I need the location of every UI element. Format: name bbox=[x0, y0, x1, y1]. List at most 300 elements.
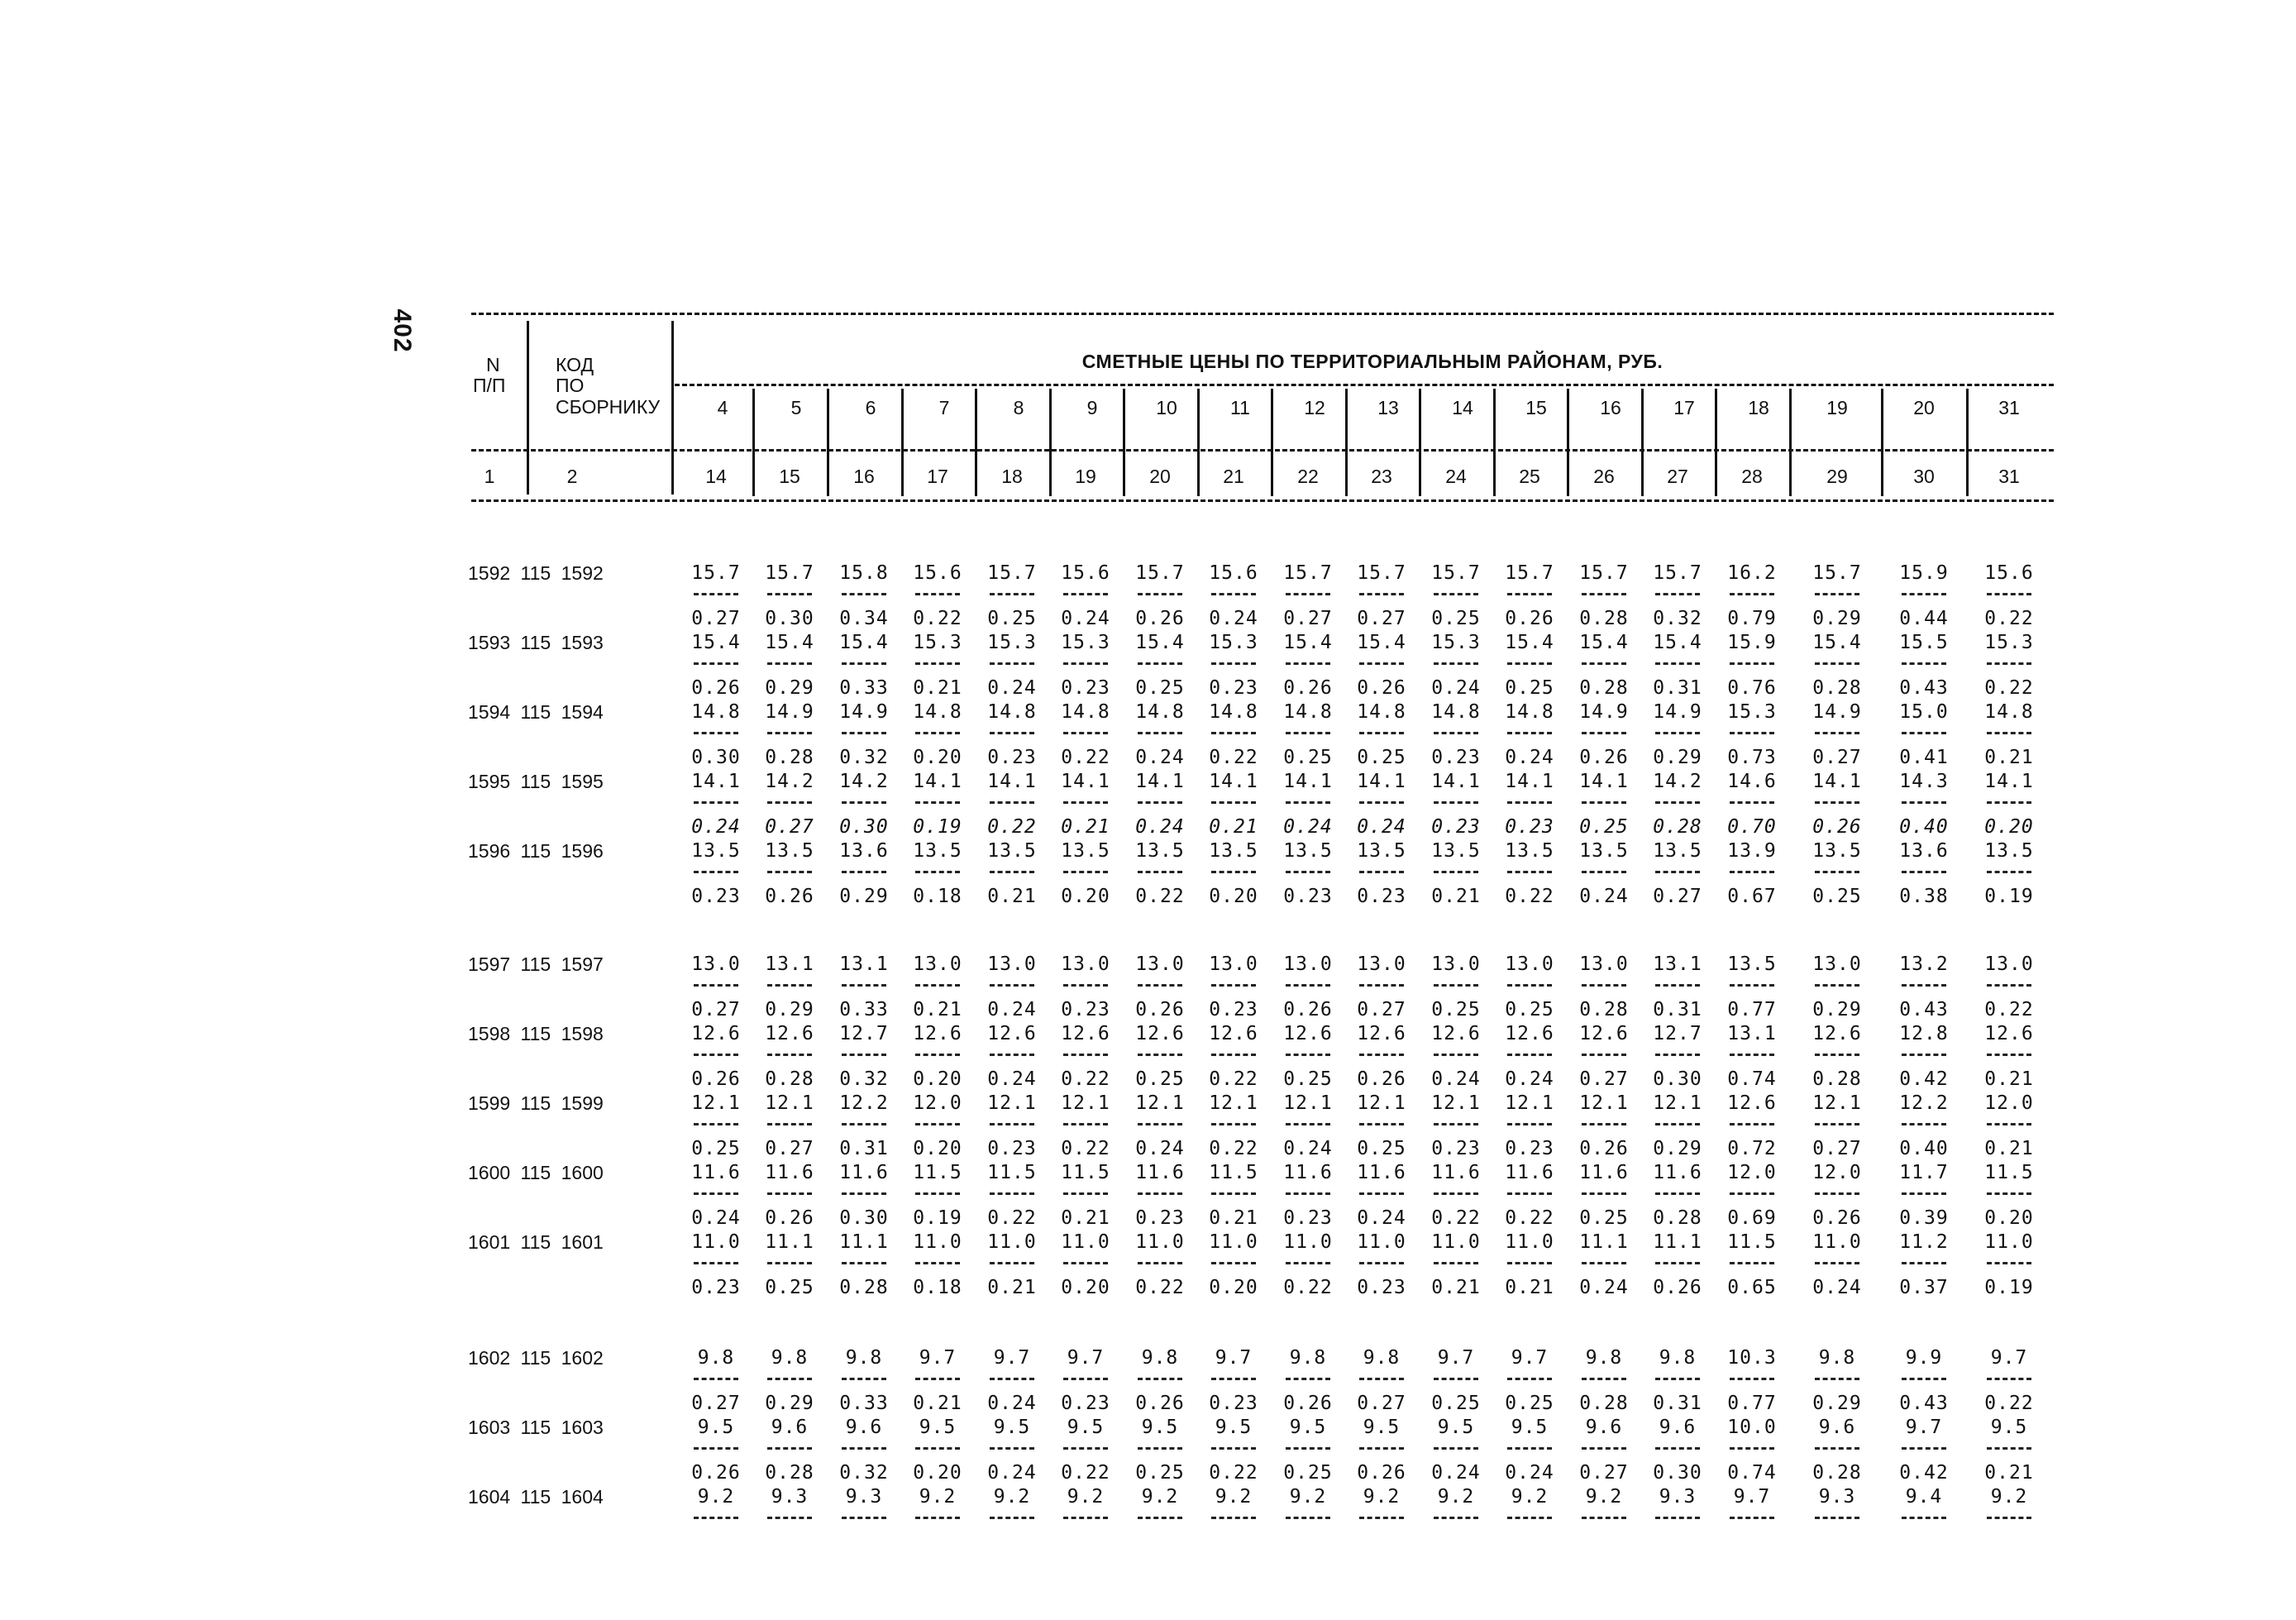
fraction-bar bbox=[842, 1517, 886, 1519]
fraction-bar bbox=[1138, 662, 1182, 665]
fraction-bar bbox=[1507, 593, 1552, 595]
fraction-bar bbox=[842, 1262, 886, 1264]
labor-value: 0.24 bbox=[987, 999, 1037, 1020]
fraction-bar bbox=[1902, 801, 1946, 804]
district-number: 9 bbox=[1086, 397, 1098, 418]
labor-value: 0.18 bbox=[913, 1277, 962, 1298]
fraction-bar bbox=[694, 871, 738, 873]
fraction-bar bbox=[915, 662, 960, 665]
row-code: 1603 115 1603 bbox=[468, 1417, 604, 1438]
labor-value: 0.24 bbox=[1135, 747, 1185, 768]
labor-value: 0.67 bbox=[1727, 886, 1777, 907]
price-value: 15.3 bbox=[1431, 632, 1481, 653]
labor-value: 0.26 bbox=[1283, 999, 1333, 1020]
labor-value: 0.25 bbox=[1135, 1462, 1185, 1484]
fraction-bar bbox=[990, 1054, 1034, 1056]
labor-value: 0.74 bbox=[1727, 1462, 1777, 1484]
price-value: 15.4 bbox=[1283, 632, 1333, 653]
labor-value: 0.24 bbox=[1283, 1138, 1333, 1159]
labor-value: 0.30 bbox=[1653, 1068, 1702, 1090]
labor-value: 0.31 bbox=[839, 1138, 889, 1159]
fraction-bar bbox=[694, 732, 738, 734]
labor-value: 0.23 bbox=[1431, 1138, 1481, 1159]
column-number: 16 bbox=[853, 466, 875, 487]
labor-value: 0.25 bbox=[1579, 1207, 1629, 1229]
price-value: 9.7 bbox=[1511, 1347, 1549, 1369]
labor-value: 0.27 bbox=[765, 1138, 814, 1159]
price-value: 13.0 bbox=[987, 953, 1037, 975]
price-value: 9.3 bbox=[1659, 1486, 1697, 1508]
labor-value: 0.26 bbox=[1135, 999, 1185, 1020]
fraction-bar bbox=[767, 732, 812, 734]
price-value: 11.0 bbox=[913, 1231, 962, 1253]
row-code: 1596 115 1596 bbox=[468, 840, 604, 862]
fraction-bar bbox=[1434, 1517, 1478, 1519]
labor-value: 0.77 bbox=[1727, 1393, 1777, 1414]
price-value: 15.3 bbox=[913, 632, 962, 653]
price-value: 11.2 bbox=[1899, 1231, 1949, 1253]
price-value: 9.7 bbox=[993, 1347, 1031, 1369]
fraction-bar bbox=[1902, 1054, 1946, 1056]
price-value: 9.2 bbox=[1363, 1486, 1401, 1508]
fraction-bar bbox=[1902, 593, 1946, 595]
price-value: 14.1 bbox=[1135, 771, 1185, 792]
col-separator bbox=[671, 321, 674, 495]
price-value: 12.6 bbox=[691, 1023, 741, 1044]
col-number-label: N bbox=[486, 354, 500, 375]
fraction-bar bbox=[1286, 801, 1330, 804]
labor-value: 0.24 bbox=[987, 1068, 1037, 1090]
fraction-bar bbox=[1815, 1517, 1859, 1519]
row-code: 1600 115 1600 bbox=[468, 1162, 604, 1183]
fraction-bar bbox=[1507, 871, 1552, 873]
labor-value: 0.77 bbox=[1727, 999, 1777, 1020]
labor-value: 0.26 bbox=[1579, 1138, 1629, 1159]
labor-value: 0.24 bbox=[1209, 608, 1258, 629]
price-value: 14.1 bbox=[1209, 771, 1258, 792]
labor-value: 0.19 bbox=[913, 1207, 962, 1229]
price-value: 9.5 bbox=[1289, 1417, 1327, 1438]
row-code: 1593 115 1593 bbox=[468, 632, 604, 653]
price-value: 14.1 bbox=[913, 771, 962, 792]
price-value: 15.4 bbox=[765, 632, 814, 653]
column-number: 18 bbox=[1001, 466, 1023, 487]
labor-value: 0.23 bbox=[1505, 816, 1554, 838]
labor-value: 0.27 bbox=[691, 608, 741, 629]
header-bottom-rule bbox=[471, 499, 2054, 502]
fraction-bar bbox=[1211, 984, 1256, 987]
labor-value: 0.27 bbox=[1357, 999, 1406, 1020]
district-number: 18 bbox=[1748, 397, 1769, 418]
price-value: 12.1 bbox=[1579, 1092, 1629, 1114]
fraction-bar bbox=[694, 1123, 738, 1125]
labor-value: 0.21 bbox=[1431, 1277, 1481, 1298]
labor-value: 0.24 bbox=[1505, 747, 1554, 768]
fraction-bar bbox=[842, 662, 886, 665]
row-code: 1604 115 1604 bbox=[468, 1486, 604, 1508]
fraction-bar bbox=[1902, 1447, 1946, 1450]
labor-value: 0.21 bbox=[1984, 1138, 2034, 1159]
price-value: 15.6 bbox=[913, 562, 962, 584]
fraction-bar bbox=[1902, 1192, 1946, 1195]
price-value: 12.6 bbox=[1431, 1023, 1481, 1044]
fraction-bar bbox=[1359, 1378, 1404, 1380]
price-value: 14.8 bbox=[691, 701, 741, 723]
fraction-bar bbox=[915, 732, 960, 734]
price-value: 14.1 bbox=[1984, 771, 2034, 792]
price-value: 9.7 bbox=[1733, 1486, 1771, 1508]
fraction-bar bbox=[1730, 801, 1774, 804]
col-separator bbox=[1345, 389, 1348, 496]
fraction-bar bbox=[1138, 1447, 1182, 1450]
price-value: 15.7 bbox=[1135, 562, 1185, 584]
fraction-bar bbox=[1582, 593, 1626, 595]
fraction-bar bbox=[694, 662, 738, 665]
fraction-bar bbox=[767, 871, 812, 873]
price-value: 11.5 bbox=[1061, 1162, 1110, 1183]
labor-value: 0.79 bbox=[1727, 608, 1777, 629]
fraction-bar bbox=[1434, 1054, 1478, 1056]
row-code: 1599 115 1599 bbox=[468, 1092, 604, 1114]
price-value: 11.0 bbox=[1209, 1231, 1258, 1253]
price-value: 12.1 bbox=[1653, 1092, 1702, 1114]
labor-value: 0.28 bbox=[839, 1277, 889, 1298]
labor-value: 0.22 bbox=[1061, 1462, 1110, 1484]
fraction-bar bbox=[1138, 593, 1182, 595]
fraction-bar bbox=[1987, 593, 2031, 595]
labor-value: 0.76 bbox=[1727, 677, 1777, 699]
labor-value: 0.23 bbox=[1283, 1207, 1333, 1229]
price-value: 13.5 bbox=[1431, 840, 1481, 862]
district-number: 5 bbox=[790, 397, 802, 418]
labor-value: 0.25 bbox=[1505, 677, 1554, 699]
labor-value: 0.40 bbox=[1899, 1138, 1949, 1159]
fraction-bar bbox=[915, 1123, 960, 1125]
labor-value: 0.27 bbox=[691, 999, 741, 1020]
fraction-bar bbox=[915, 871, 960, 873]
labor-value: 0.39 bbox=[1899, 1207, 1949, 1229]
labor-value: 0.22 bbox=[1984, 677, 2034, 699]
column-number: 31 bbox=[1998, 466, 2020, 487]
fraction-bar bbox=[1815, 1447, 1859, 1450]
price-value: 9.2 bbox=[1990, 1486, 2028, 1508]
price-value: 13.1 bbox=[1653, 953, 1702, 975]
price-value: 15.7 bbox=[1505, 562, 1554, 584]
price-value: 15.4 bbox=[1135, 632, 1185, 653]
fraction-bar bbox=[1815, 801, 1859, 804]
labor-value: 0.27 bbox=[1653, 886, 1702, 907]
fraction-bar bbox=[694, 1517, 738, 1519]
row-code: 1598 115 1598 bbox=[468, 1023, 604, 1044]
labor-value: 0.24 bbox=[691, 816, 741, 838]
labor-value: 0.22 bbox=[1431, 1207, 1481, 1229]
price-value: 15.9 bbox=[1899, 562, 1949, 584]
fraction-bar bbox=[1987, 1447, 2031, 1450]
labor-value: 0.23 bbox=[987, 747, 1037, 768]
labor-value: 0.25 bbox=[1135, 677, 1185, 699]
price-value: 11.1 bbox=[765, 1231, 814, 1253]
price-value: 9.6 bbox=[1585, 1417, 1623, 1438]
fraction-bar bbox=[767, 801, 812, 804]
fraction-bar bbox=[1730, 1378, 1774, 1380]
price-value: 9.7 bbox=[1437, 1347, 1475, 1369]
labor-value: 0.32 bbox=[839, 747, 889, 768]
column-number: 19 bbox=[1075, 466, 1096, 487]
price-value: 12.0 bbox=[1984, 1092, 2034, 1114]
district-number: 17 bbox=[1673, 397, 1695, 418]
price-value: 9.2 bbox=[1289, 1486, 1327, 1508]
fraction-bar bbox=[1286, 1262, 1330, 1264]
column-number: 20 bbox=[1149, 466, 1171, 487]
price-value: 12.1 bbox=[1283, 1092, 1333, 1114]
price-value: 12.6 bbox=[1727, 1092, 1777, 1114]
labor-value: 0.70 bbox=[1727, 816, 1777, 838]
labor-value: 0.24 bbox=[691, 1207, 741, 1229]
price-value: 9.2 bbox=[1141, 1486, 1179, 1508]
labor-value: 0.22 bbox=[1505, 886, 1554, 907]
fraction-bar bbox=[1730, 1517, 1774, 1519]
price-value: 15.6 bbox=[1209, 562, 1258, 584]
price-value: 11.0 bbox=[1357, 1231, 1406, 1253]
fraction-bar bbox=[1902, 984, 1946, 987]
fraction-bar bbox=[915, 801, 960, 804]
fraction-bar bbox=[1655, 593, 1700, 595]
labor-value: 0.22 bbox=[1209, 1068, 1258, 1090]
price-value: 12.6 bbox=[1812, 1023, 1862, 1044]
price-value: 11.5 bbox=[1209, 1162, 1258, 1183]
fraction-bar bbox=[1902, 1262, 1946, 1264]
labor-value: 0.26 bbox=[1579, 747, 1629, 768]
row-code: 1602 115 1602 bbox=[468, 1347, 604, 1369]
fraction-bar bbox=[1582, 984, 1626, 987]
price-value: 9.5 bbox=[993, 1417, 1031, 1438]
labor-value: 0.24 bbox=[1431, 677, 1481, 699]
labor-value: 0.30 bbox=[839, 816, 889, 838]
fraction-bar bbox=[1138, 1378, 1182, 1380]
labor-value: 0.25 bbox=[1283, 747, 1333, 768]
fraction-bar bbox=[1507, 1123, 1552, 1125]
price-value: 11.0 bbox=[1135, 1231, 1185, 1253]
labor-value: 0.33 bbox=[839, 677, 889, 699]
price-value: 12.1 bbox=[1061, 1092, 1110, 1114]
fraction-bar bbox=[1434, 662, 1478, 665]
fraction-bar bbox=[1286, 732, 1330, 734]
district-number: 11 bbox=[1230, 397, 1250, 418]
fraction-bar bbox=[1655, 1517, 1700, 1519]
price-value: 15.0 bbox=[1899, 701, 1949, 723]
labor-value: 0.26 bbox=[1135, 608, 1185, 629]
price-value: 13.5 bbox=[1135, 840, 1185, 862]
price-value: 13.5 bbox=[1209, 840, 1258, 862]
labor-value: 0.42 bbox=[1899, 1462, 1949, 1484]
labor-value: 0.27 bbox=[1357, 1393, 1406, 1414]
labor-value: 0.29 bbox=[1812, 1393, 1862, 1414]
fraction-bar bbox=[694, 1054, 738, 1056]
price-value: 12.1 bbox=[1505, 1092, 1554, 1114]
labor-value: 0.30 bbox=[691, 747, 741, 768]
col-separator bbox=[1197, 389, 1200, 496]
fraction-bar bbox=[842, 1447, 886, 1450]
fraction-bar bbox=[1582, 1378, 1626, 1380]
fraction-bar bbox=[1063, 1517, 1108, 1519]
labor-value: 0.30 bbox=[1653, 1462, 1702, 1484]
fraction-bar bbox=[1434, 1378, 1478, 1380]
labor-value: 0.24 bbox=[1505, 1068, 1554, 1090]
price-value: 11.0 bbox=[1812, 1231, 1862, 1253]
labor-value: 0.25 bbox=[765, 1277, 814, 1298]
header-top-rule bbox=[471, 313, 2054, 315]
price-value: 9.8 bbox=[1585, 1347, 1623, 1369]
fraction-bar bbox=[1730, 1447, 1774, 1450]
fraction-bar bbox=[990, 1262, 1034, 1264]
labor-value: 0.26 bbox=[1505, 608, 1554, 629]
labor-value: 0.20 bbox=[1061, 886, 1110, 907]
fraction-bar bbox=[1507, 1378, 1552, 1380]
price-value: 11.6 bbox=[1135, 1162, 1185, 1183]
price-value: 11.5 bbox=[913, 1162, 962, 1183]
labor-value: 0.28 bbox=[1579, 608, 1629, 629]
price-value: 14.9 bbox=[839, 701, 889, 723]
price-value: 12.1 bbox=[1209, 1092, 1258, 1114]
price-value: 14.1 bbox=[1431, 771, 1481, 792]
price-value: 12.1 bbox=[1431, 1092, 1481, 1114]
column-number: 2 bbox=[566, 466, 578, 487]
labor-value: 0.28 bbox=[1653, 816, 1702, 838]
price-value: 13.0 bbox=[1579, 953, 1629, 975]
price-value: 11.0 bbox=[691, 1231, 741, 1253]
fraction-bar bbox=[1359, 1517, 1404, 1519]
labor-value: 0.25 bbox=[1812, 886, 1862, 907]
price-value: 15.6 bbox=[1984, 562, 2034, 584]
labor-value: 0.20 bbox=[1984, 1207, 2034, 1229]
price-value: 13.1 bbox=[839, 953, 889, 975]
fraction-bar bbox=[1655, 1378, 1700, 1380]
labor-value: 0.22 bbox=[1984, 999, 2034, 1020]
fraction-bar bbox=[1655, 1054, 1700, 1056]
labor-value: 0.74 bbox=[1727, 1068, 1777, 1090]
fraction-bar bbox=[1987, 1378, 2031, 1380]
labor-value: 0.25 bbox=[1135, 1068, 1185, 1090]
price-value: 12.2 bbox=[839, 1092, 889, 1114]
fraction-bar bbox=[1063, 593, 1108, 595]
labor-value: 0.26 bbox=[691, 1068, 741, 1090]
labor-value: 0.26 bbox=[1812, 1207, 1862, 1229]
col-code-label-3: СБОРНИКУ bbox=[556, 396, 661, 418]
header-mid-rule bbox=[471, 449, 2054, 452]
price-value: 11.5 bbox=[1984, 1162, 2034, 1183]
price-value: 11.5 bbox=[1727, 1231, 1777, 1253]
fraction-bar bbox=[1211, 1447, 1256, 1450]
labor-value: 0.21 bbox=[1061, 816, 1110, 838]
fraction-bar bbox=[1655, 871, 1700, 873]
price-value: 11.6 bbox=[691, 1162, 741, 1183]
labor-value: 0.23 bbox=[1061, 1393, 1110, 1414]
price-value: 12.0 bbox=[1812, 1162, 1862, 1183]
price-value: 11.6 bbox=[1505, 1162, 1554, 1183]
fraction-bar bbox=[1815, 1123, 1859, 1125]
fraction-bar bbox=[1211, 801, 1256, 804]
fraction-bar bbox=[1507, 1447, 1552, 1450]
labor-value: 0.28 bbox=[765, 747, 814, 768]
labor-value: 0.25 bbox=[1357, 747, 1406, 768]
price-value: 11.6 bbox=[1579, 1162, 1629, 1183]
fraction-bar bbox=[1286, 1123, 1330, 1125]
labor-value: 0.26 bbox=[1357, 1462, 1406, 1484]
price-value: 9.7 bbox=[1215, 1347, 1253, 1369]
labor-value: 0.22 bbox=[1505, 1207, 1554, 1229]
price-value: 13.5 bbox=[1653, 840, 1702, 862]
fraction-bar bbox=[1730, 662, 1774, 665]
labor-value: 0.29 bbox=[1653, 1138, 1702, 1159]
fraction-bar bbox=[1730, 1054, 1774, 1056]
labor-value: 0.23 bbox=[1061, 677, 1110, 699]
fraction-bar bbox=[1582, 1517, 1626, 1519]
fraction-bar bbox=[1902, 1517, 1946, 1519]
fraction-bar bbox=[842, 1378, 886, 1380]
fraction-bar bbox=[1655, 1262, 1700, 1264]
price-value: 14.8 bbox=[1431, 701, 1481, 723]
labor-value: 0.40 bbox=[1899, 816, 1949, 838]
fraction-bar bbox=[1211, 662, 1256, 665]
price-value: 9.3 bbox=[845, 1486, 883, 1508]
fraction-bar bbox=[1211, 871, 1256, 873]
labor-value: 0.20 bbox=[1061, 1277, 1110, 1298]
fraction-bar bbox=[842, 732, 886, 734]
fraction-bar bbox=[1211, 1378, 1256, 1380]
fraction-bar bbox=[1138, 1054, 1182, 1056]
fraction-bar bbox=[1063, 1192, 1108, 1195]
fraction-bar bbox=[1359, 1054, 1404, 1056]
fraction-bar bbox=[1138, 1123, 1182, 1125]
fraction-bar bbox=[1359, 1123, 1404, 1125]
price-value: 13.0 bbox=[1431, 953, 1481, 975]
labor-value: 0.24 bbox=[987, 1462, 1037, 1484]
col-separator bbox=[827, 389, 829, 496]
price-value: 9.8 bbox=[697, 1347, 735, 1369]
price-value: 9.8 bbox=[1363, 1347, 1401, 1369]
price-value: 14.8 bbox=[913, 701, 962, 723]
fraction-bar bbox=[1359, 593, 1404, 595]
fraction-bar bbox=[1063, 1447, 1108, 1450]
price-value: 12.1 bbox=[765, 1092, 814, 1114]
price-value: 10.3 bbox=[1727, 1347, 1777, 1369]
price-value: 9.6 bbox=[1659, 1417, 1697, 1438]
labor-value: 0.25 bbox=[1283, 1462, 1333, 1484]
labor-value: 0.25 bbox=[1431, 608, 1481, 629]
price-value: 13.0 bbox=[691, 953, 741, 975]
fraction-bar bbox=[1987, 1192, 2031, 1195]
fraction-bar bbox=[1359, 871, 1404, 873]
price-value: 9.2 bbox=[697, 1486, 735, 1508]
labor-value: 0.21 bbox=[1209, 816, 1258, 838]
price-value: 12.7 bbox=[839, 1023, 889, 1044]
price-value: 9.2 bbox=[993, 1486, 1031, 1508]
district-number: 19 bbox=[1826, 397, 1848, 418]
labor-value: 0.26 bbox=[1653, 1277, 1702, 1298]
column-number: 24 bbox=[1445, 466, 1467, 487]
district-number: 4 bbox=[717, 397, 728, 418]
labor-value: 0.31 bbox=[1653, 999, 1702, 1020]
labor-value: 0.29 bbox=[1653, 747, 1702, 768]
labor-value: 0.32 bbox=[1653, 608, 1702, 629]
fraction-bar bbox=[1582, 1054, 1626, 1056]
col-separator bbox=[1419, 389, 1421, 496]
price-value: 14.1 bbox=[1505, 771, 1554, 792]
labor-value: 0.21 bbox=[1061, 1207, 1110, 1229]
price-value: 14.9 bbox=[1812, 701, 1862, 723]
labor-value: 0.27 bbox=[1812, 747, 1862, 768]
fraction-bar bbox=[767, 593, 812, 595]
